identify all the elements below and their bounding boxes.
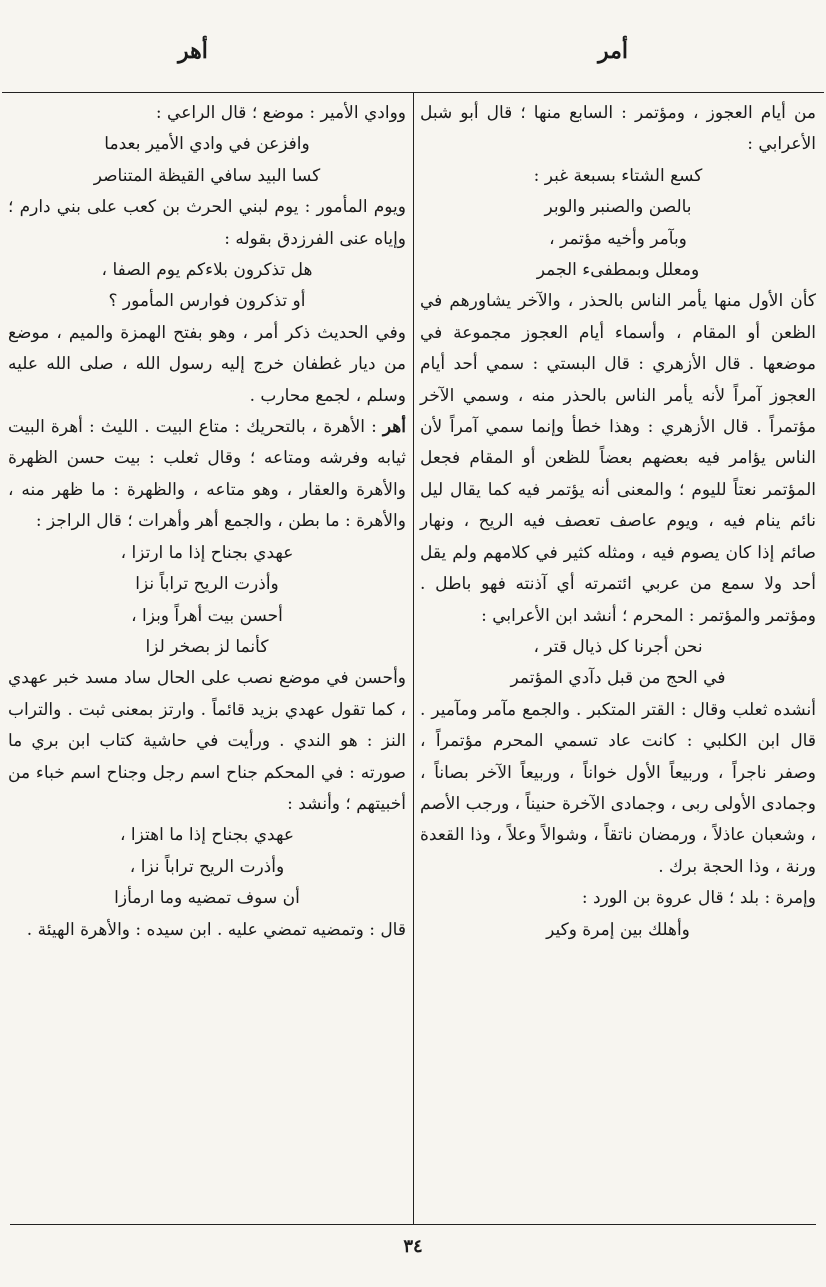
right-column — [420, 98, 816, 946]
verse-line: بالصن والصنبر والوبر — [544, 197, 692, 218]
verse-line: أحسن بيت أهراً وبزا ، — [131, 605, 283, 626]
verse-line: في الحج من قبل دآدي المؤتمر — [510, 668, 726, 689]
page-number: ٣٤ — [403, 1236, 423, 1257]
paragraph-text: وإمرة : بلد ؛ قال عروة بن الورد : — [581, 888, 816, 909]
prose-paragraph — [420, 286, 816, 631]
verse-line: كأنما لز بصخر لزا — [145, 636, 269, 657]
verse-line: أو تذكرون فوارس المأمور ؟ — [108, 291, 306, 312]
left-column-headword: أهر — [178, 38, 208, 64]
verse-line: كسا البيد سافي القيظة المتناصر — [93, 165, 321, 186]
prose-paragraph — [8, 663, 406, 820]
verse-line: عهدي بجناح إذا ما ارتزا ، — [120, 542, 294, 563]
paragraph-text: ويوم المأمور : يوم لبني الحرث بن كعب على بني دارم ؛ وإياه عنى الفرزدق بقوله : — [8, 197, 406, 249]
verse-line: وأذرت الريح تراباً نزا — [135, 574, 279, 595]
footer-rule — [10, 1224, 816, 1225]
right-column-headword: أمر — [598, 38, 629, 64]
verse-line: عهدي بجناح إذا ما اهتزا ، — [120, 825, 294, 846]
prose-paragraph — [420, 98, 816, 161]
prose-paragraph — [420, 883, 816, 914]
verse-line: وافزعن في وادي الأمير بعدما — [104, 134, 310, 155]
verse-line: وبآمر وأخيه مؤتمر ، — [549, 228, 687, 249]
prose-paragraph — [8, 915, 406, 946]
prose-paragraph — [8, 98, 406, 129]
prose-paragraph — [420, 695, 816, 883]
prose-paragraph — [8, 412, 406, 538]
paragraph-text: ووادي الأمير : موضع ؛ قال الراعي : — [155, 103, 406, 123]
paragraph-text: من أيام العجوز ، ومؤتمر : السابع منها ؛ قال أبو شبل الأعرابي : — [420, 103, 816, 155]
entry-headword: أهر — [382, 417, 406, 438]
verse-line: وأهلك بين إمرة وكير — [546, 919, 690, 940]
paragraph-text: كأن الأول منها يأمر الناس بالحذر ، والآخر يشاورهم في الظعن أو المقام ، وأسماء أيام العجوز مجموعة في موضعها . قال الأزهري : قال البستي : سمي أحد أيام العجوز آمراً لأنه يأمر الناس بالحذر منه ، وسمي الآخر مؤتمراً . قال الأزهري : وهذا خطأ وإنما سمي آمراً لأن الناس يؤامر فيه بعضهم بعضاً للظعن أو المقام فجعل المؤتمر نعتاً لليوم ؛ والمعنى أنه يؤتمر فيه كما يقال ليل نائم ينام فيه ، ويوم عاصف تعصف فيه الريح ، ونهار صائم إذا كان يصوم فيه ، ومثله كثير في كلامهم ولم يقل أحد ولا سمع من عربي ائتمرته أي آذنته فهو باطل . ومؤتمر والمؤتمر : المحرم ؛ أنشد ابن الأعرابي : — [420, 291, 816, 626]
paragraph-text: وأحسن في موضع نصب على الحال ساد مسد خبر عهدي ، كما تقول عهدي بزيد قائماً . وارتز بمعنى ثبت . والتراب النز : هو الندي . ورأيت في حاشية كتاب ابن بري ما صورته : في المحكم جناح اسم رجل وجناح اسم خباء من أخبيتهم ؛ وأنشد : — [8, 668, 406, 814]
column-divider — [413, 92, 414, 1224]
verse-line: أن سوف تمضيه وما ارمأزا — [114, 888, 300, 909]
paragraph-text: وفي الحديث ذكر أمر ، وهو بفتح الهمزة والميم ، موضع من ديار غطفان خرج إليه رسول الله ، صلى الله عليه وسلم ، لجمع محارب . — [8, 322, 406, 406]
verse-line: وأذرت الريح تراباً نزا ، — [129, 856, 285, 877]
verse-line: نحن أجرنا كل ذيال قتر ، — [533, 636, 703, 657]
paragraph-text: قال : وتمضيه تمضي عليه . ابن سيده : والأهرة الهيئة . — [26, 919, 406, 940]
verse-line: ومعلل وبمطفىء الجمر — [536, 260, 700, 281]
prose-paragraph — [8, 192, 406, 255]
paragraph-text: أنشده ثعلب وقال : القتر المتكبر . والجمع مآمر ومآمير . قال ابن الكلبي : كانت عاد تسمي المحرم مؤتمراً ، وصفر ناجراً ، وربيعاً الأول خواناً ، وربيعاً الآخر بصاناً ، وجمادى الأولى ربى ، وجمادى الآخرة حنيناً ، ورجب الأصم ، وشعبان عاذلاً ، ورمضان ناتقاً ، وشوالاً وعلاً ، وذا القعدة ورنة ، وذا الحجة برك . — [420, 699, 816, 877]
prose-paragraph — [8, 318, 406, 412]
paragraph-text: : الأهرة ، بالتحريك : متاع البيت . الليث : أهرة البيت ثيابه وفرشه ومتاعه ؛ وقال ثعلب : بيت حسن الظهرة والأهرة والعقار ، وهو متاعه ، والظهرة : ما ظهر منه ، والأهرة : ما بطن ، والجمع أهر وأهرات ؛ قال الراجز : — [8, 417, 406, 532]
verse-line: هل تذكرون بلاءكم يوم الصفا ، — [101, 260, 313, 281]
verse-line: كسع الشتاء بسبعة غبر : — [533, 165, 703, 186]
left-column — [8, 98, 406, 946]
